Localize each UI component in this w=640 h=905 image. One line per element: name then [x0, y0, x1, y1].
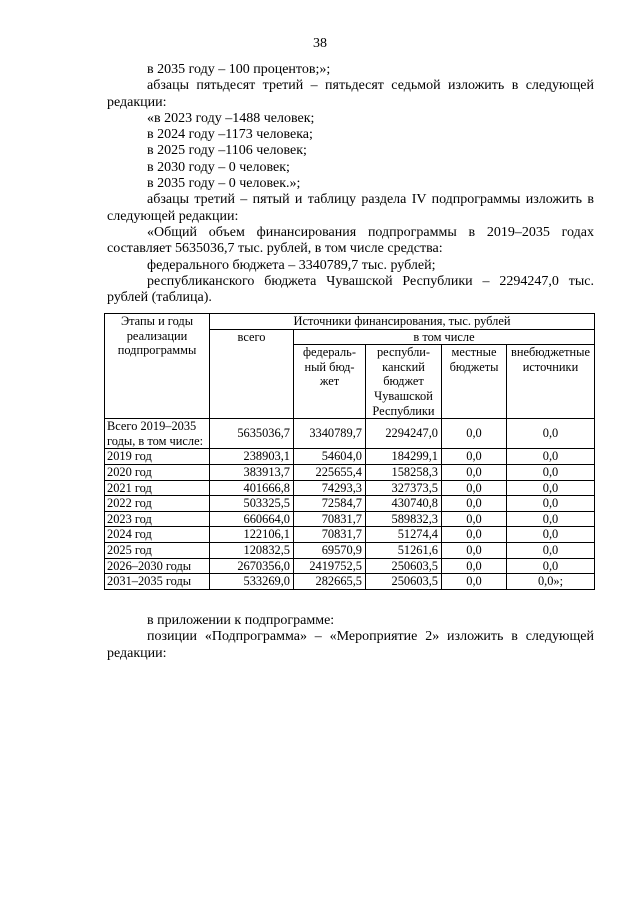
cell-label: 2020 год: [105, 464, 210, 480]
header-stages: Этапы и годы реализации подпрограммы: [105, 314, 210, 419]
cell-local: 0,0: [442, 527, 507, 543]
header-local: местные бюджеты: [442, 345, 507, 419]
table-row: [105, 558, 595, 574]
cell-republican: 158258,3: [366, 464, 442, 480]
paragraph: в 2030 году – 0 человек;: [147, 159, 290, 175]
table-row: [105, 542, 595, 558]
paragraph: «Общий объем финансирования подпрограммы в 2019–2035 годах составляет 5635036,7 тыс. рублей, в том числе средства:: [107, 224, 594, 257]
table-body: [105, 419, 595, 590]
cell-extra: 0,0: [507, 419, 595, 449]
cell-label: 2024 год: [105, 527, 210, 543]
cell-local: 0,0: [442, 480, 507, 496]
financing-table: [104, 313, 595, 590]
header-including: в том числе: [294, 329, 595, 345]
cell-extra: 0,0: [507, 480, 595, 496]
cell-total: 120832,5: [210, 542, 294, 558]
cell-republican: 2294247,0: [366, 419, 442, 449]
cell-local: 0,0: [442, 464, 507, 480]
cell-republican: 250603,5: [366, 558, 442, 574]
paragraph: абзацы пятьдесят третий – пятьдесят седьмой изложить в следующей редакции:: [107, 78, 594, 110]
table-row: [105, 511, 595, 527]
cell-total: 503325,5: [210, 496, 294, 512]
header-republican: республи-канский бюджет Чувашской Республики: [366, 345, 442, 419]
cell-label: 2025 год: [105, 542, 210, 558]
cell-extra: 0,0»;: [507, 574, 595, 590]
cell-republican: 430740,8: [366, 496, 442, 512]
cell-label: 2023 год: [105, 511, 210, 527]
table-row: [105, 419, 595, 449]
cell-republican: 589832,3: [366, 511, 442, 527]
cell-federal: 72584,7: [294, 496, 366, 512]
cell-extra: 0,0: [507, 511, 595, 527]
cell-total: 383913,7: [210, 464, 294, 480]
cell-total: 122106,1: [210, 527, 294, 543]
cell-extra: 0,0: [507, 449, 595, 465]
header-federal: федераль-ный бюд-жет: [294, 345, 366, 419]
table-row: [105, 496, 595, 512]
cell-extra: 0,0: [507, 464, 595, 480]
cell-total: 238903,1: [210, 449, 294, 465]
cell-local: 0,0: [442, 542, 507, 558]
cell-local: 0,0: [442, 419, 507, 449]
cell-local: 0,0: [442, 574, 507, 590]
cell-local: 0,0: [442, 511, 507, 527]
header-sources: Источники финансирования, тыс. рублей: [210, 314, 595, 330]
table-row: [105, 464, 595, 480]
cell-total: 401666,8: [210, 480, 294, 496]
paragraph: в приложении к подпрограмме:: [147, 613, 335, 628]
cell-republican: 51261,6: [366, 542, 442, 558]
cell-label: 2022 год: [105, 496, 210, 512]
cell-total: 2670356,0: [210, 558, 294, 574]
table-row: [105, 527, 595, 543]
text-after-table: [107, 613, 594, 662]
header-extrabudget: внебюджетные источники: [507, 345, 595, 419]
cell-label: 2031–2035 годы: [105, 574, 210, 590]
cell-federal: 3340789,7: [294, 419, 366, 449]
paragraph: федерального бюджета – 3340789,7 тыс. рублей;: [147, 257, 436, 273]
cell-extra: 0,0: [507, 496, 595, 512]
cell-republican: 51274,4: [366, 527, 442, 543]
paragraph: в 2025 году –1106 человек;: [147, 143, 307, 159]
header-total: всего: [210, 329, 294, 419]
cell-federal: 74293,3: [294, 480, 366, 496]
cell-federal: 54604,0: [294, 449, 366, 465]
cell-extra: 0,0: [507, 527, 595, 543]
cell-republican: 327373,5: [366, 480, 442, 496]
cell-label: 2021 год: [105, 480, 210, 496]
cell-federal: 70831,7: [294, 527, 366, 543]
table-row: [105, 574, 595, 590]
cell-local: 0,0: [442, 449, 507, 465]
cell-total: 5635036,7: [210, 419, 294, 449]
cell-federal: 282665,5: [294, 574, 366, 590]
cell-federal: 70831,7: [294, 511, 366, 527]
page-number: 38: [313, 36, 327, 51]
paragraph: республиканского бюджета Чувашской Республики – 2294247,0 тыс. рублей (таблица).: [107, 273, 594, 306]
cell-local: 0,0: [442, 558, 507, 574]
cell-label: 2026–2030 годы: [105, 558, 210, 574]
paragraph: «в 2023 году –1488 человек;: [147, 110, 315, 126]
cell-republican: 184299,1: [366, 449, 442, 465]
table-row: [105, 480, 595, 496]
cell-extra: 0,0: [507, 542, 595, 558]
text-before-table: [107, 62, 594, 306]
cell-republican: 250603,5: [366, 574, 442, 590]
cell-label: 2019 год: [105, 449, 210, 465]
cell-extra: 0,0: [507, 558, 595, 574]
cell-total: 533269,0: [210, 574, 294, 590]
cell-local: 0,0: [442, 496, 507, 512]
paragraph: в 2024 году –1173 человека;: [147, 127, 313, 143]
cell-federal: 69570,9: [294, 542, 366, 558]
paragraph: позиции «Подпрограмма» – «Мероприятие 2» изложить в следующей редакции:: [107, 629, 594, 661]
cell-federal: 2419752,5: [294, 558, 366, 574]
cell-total: 660664,0: [210, 511, 294, 527]
cell-federal: 225655,4: [294, 464, 366, 480]
paragraph: в 2035 году – 100 процентов;»;: [147, 62, 331, 77]
paragraph: в 2035 году – 0 человек.»;: [147, 176, 301, 192]
cell-label: Всего 2019–2035 годы, в том числе:: [105, 419, 210, 449]
table-row: [105, 449, 595, 465]
paragraph: абзацы третий – пятый и таблицу раздела IV подпрограммы изложить в следующей редакции:: [107, 192, 594, 224]
